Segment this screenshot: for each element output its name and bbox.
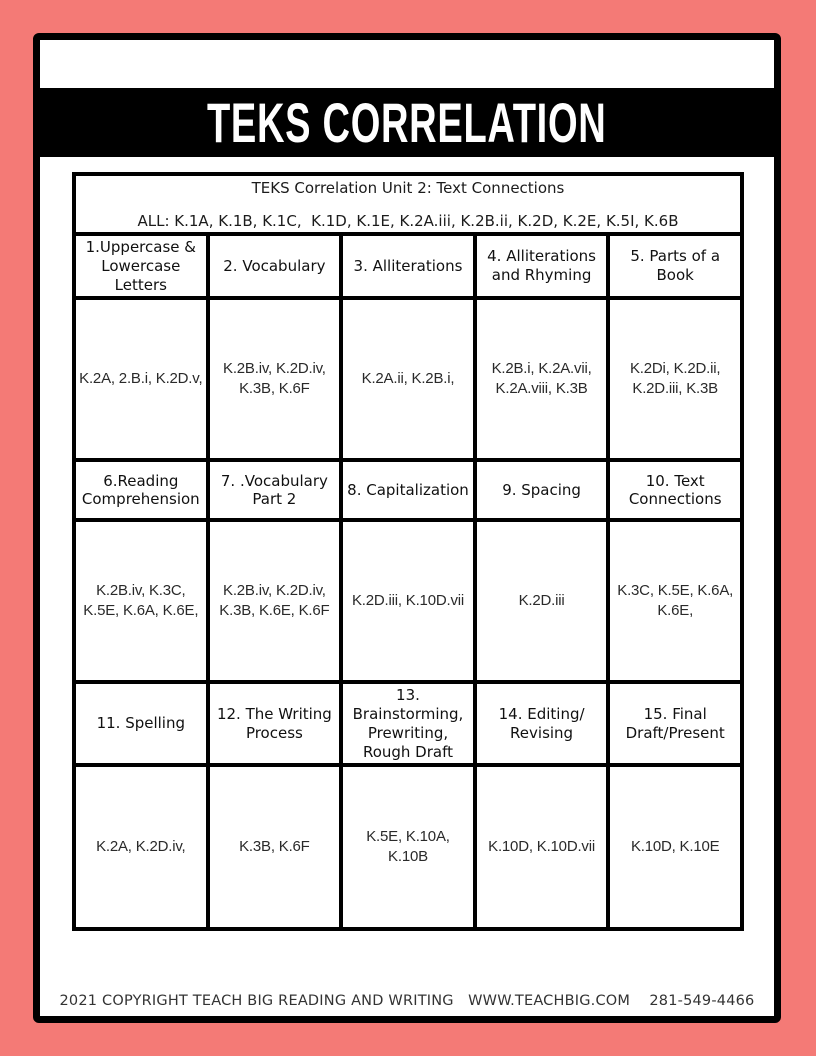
topic-header-cell: 2. Vocabulary: [208, 234, 342, 298]
unit-header-row: [74, 174, 742, 234]
topic-header-cell: 14. Editing/ Revising: [475, 682, 609, 765]
teks-codes-cell: K.2A.ii, K.2B.i,: [341, 298, 475, 460]
unit-title: TEKS Correlation Unit 2: Text Connections: [251, 178, 565, 197]
teks-codes-cell: K.2B.iv, K.2D.iv, K.3B, K.6F: [208, 298, 342, 460]
footer-text: 2021 COPYRIGHT TEACH BIG READING AND WRITING WWW.TEACHBIG.COM 281-549-4466: [59, 993, 755, 1009]
teks-codes-cell: K.5E, K.10A, K.10B: [341, 765, 475, 929]
teks-codes-row: [74, 765, 742, 929]
document-page: [33, 33, 781, 1023]
topic-header-cell: 3. Alliterations: [341, 234, 475, 298]
teks-codes-cell: K.10D, K.10D.vii: [475, 765, 609, 929]
topic-header-cell: 11. Spelling: [74, 682, 208, 765]
title-bar: [33, 88, 781, 157]
teks-codes-cell: K.2Di, K.2D.ii, K.2D.iii, K.3B: [608, 298, 742, 460]
topic-header-row: [74, 234, 742, 298]
teks-correlation-table: [72, 172, 744, 931]
teks-codes-cell: K.3C, K.5E, K.6A, K.6E,: [608, 520, 742, 682]
teks-codes-cell: K.2B.iv, K.2D.iv, K.3B, K.6E, K.6F: [208, 520, 342, 682]
teks-codes-cell: K.2A, 2.B.i, K.2D.v,: [74, 298, 208, 460]
teks-codes-cell: K.2B.i, K.2A.vii, K.2A.viii, K.3B: [475, 298, 609, 460]
teks-codes-cell: K.2D.iii: [475, 520, 609, 682]
topic-header-cell: 10. Text Connections: [608, 460, 742, 520]
teks-codes-row: [74, 520, 742, 682]
teks-codes-row: [74, 298, 742, 460]
unit-header-cell: [74, 174, 742, 234]
teks-codes-cell: K.2A, K.2D.iv,: [74, 765, 208, 929]
topic-header-cell: 7. .Vocabulary Part 2: [208, 460, 342, 520]
topic-header-row: [74, 460, 742, 520]
topic-header-cell: 15. Final Draft/Present: [608, 682, 742, 765]
topic-header-cell: 1.Uppercase & Lowercase Letters: [74, 234, 208, 298]
teks-codes-cell: K.2D.iii, K.10D.vii: [341, 520, 475, 682]
topic-header-cell: 8. Capitalization: [341, 460, 475, 520]
topic-header-cell: 12. The Writing Process: [208, 682, 342, 765]
topic-header-cell: 13. Brainstorming, Prewriting, Rough Draft: [341, 682, 475, 765]
topic-header-cell: 9. Spacing: [475, 460, 609, 520]
unit-all-codes: ALL: K.1A, K.1B, K.1C, K.1D, K.1E, K.2A.iii, K.2B.ii, K.2D, K.2E, K.5I, K.6B: [137, 211, 679, 230]
topic-header-cell: 4. Alliterations and Rhyming: [475, 234, 609, 298]
teks-codes-cell: K.3B, K.6F: [208, 765, 342, 929]
teks-codes-cell: K.2B.iv, K.3C, K.5E, K.6A, K.6E,: [74, 520, 208, 682]
teks-codes-cell: K.10D, K.10E: [608, 765, 742, 929]
topic-header-cell: 6.Reading Comprehension: [74, 460, 208, 520]
topic-header-row: [74, 682, 742, 765]
page-title: TEKS CORRELATION: [207, 90, 607, 154]
topic-header-cell: 5. Parts of a Book: [608, 234, 742, 298]
